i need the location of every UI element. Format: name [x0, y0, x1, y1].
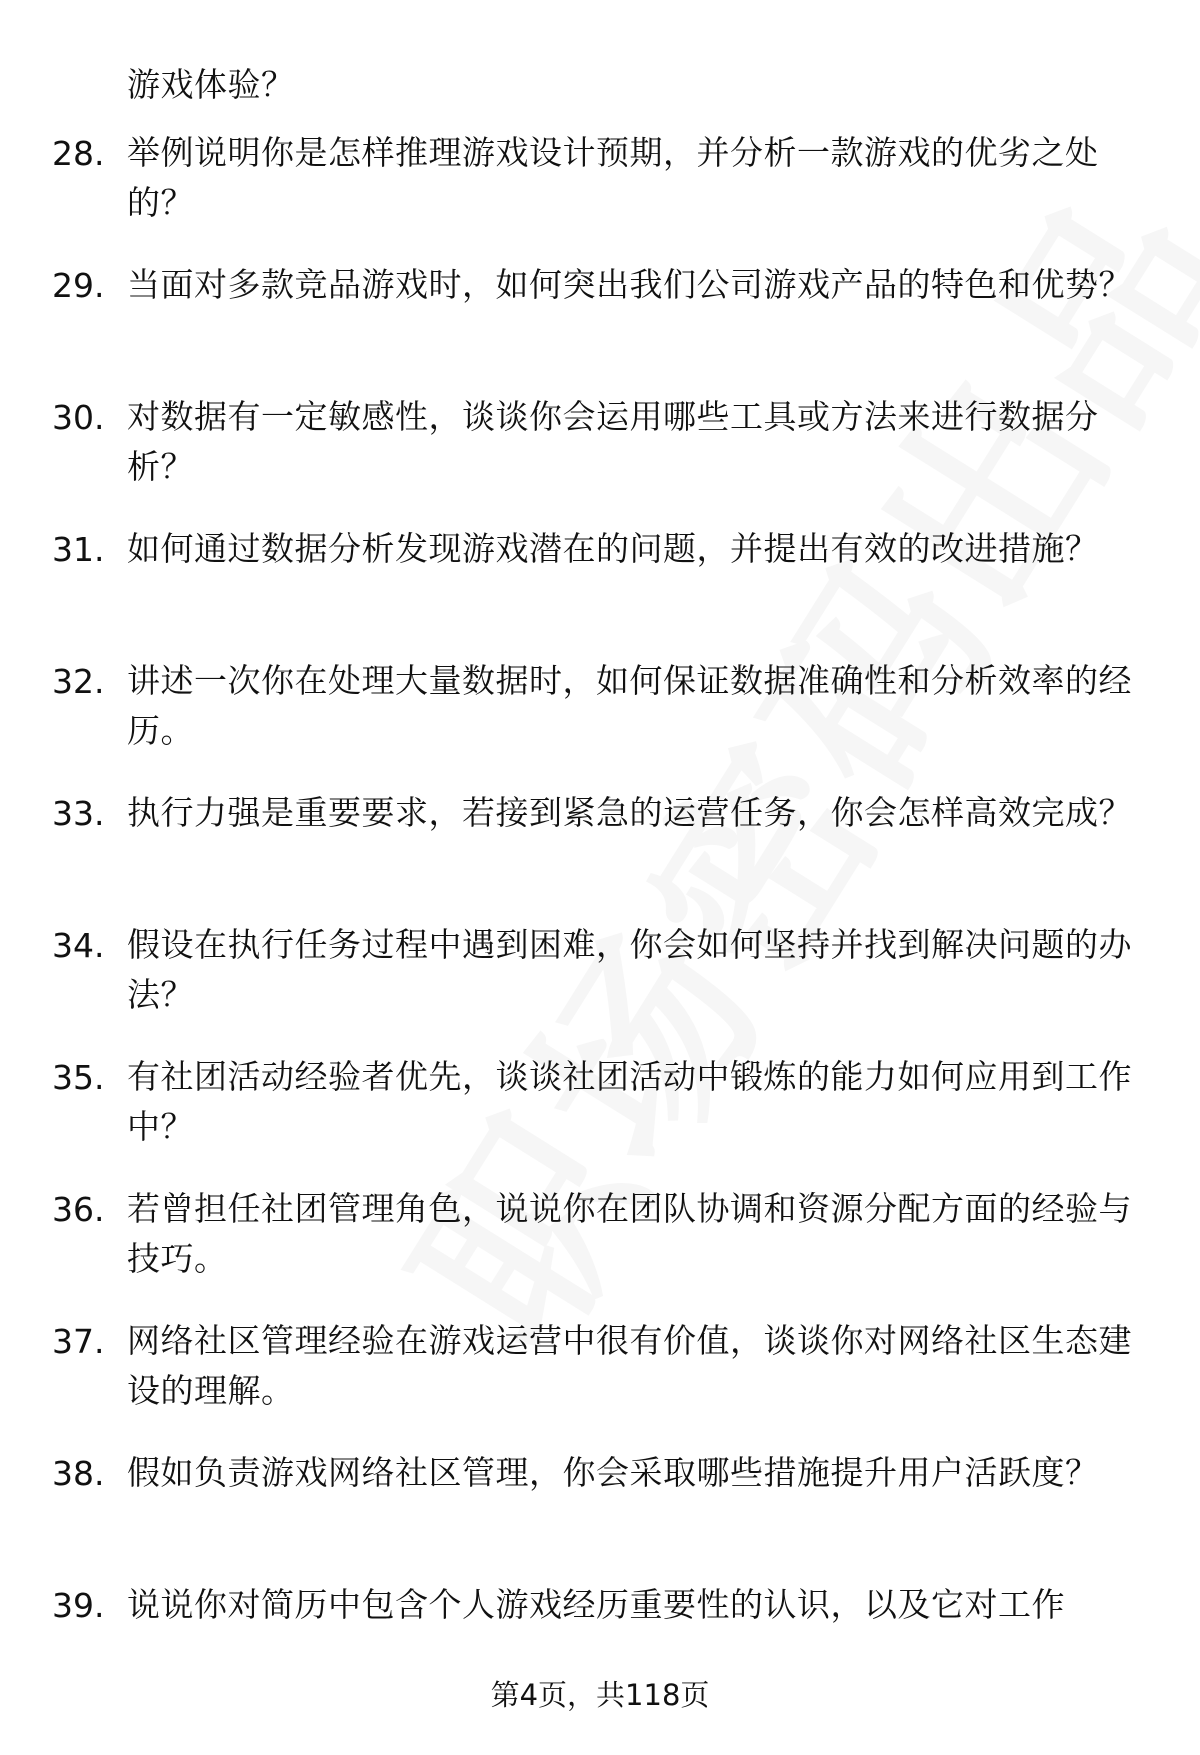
- question-number: 29.: [52, 266, 105, 305]
- question-text: 假如负责游戏网络社区管理，你会采取哪些措施提升用户活跃度？: [127, 1453, 1099, 1492]
- question-number: 35.: [52, 1058, 105, 1097]
- list-item: [0, 788, 1200, 920]
- question-number: 37.: [52, 1322, 105, 1361]
- question-list: [0, 60, 1200, 1712]
- question-number: 34.: [52, 926, 105, 965]
- question-number: 33.: [52, 794, 105, 833]
- question-text: 当面对多款竞品游戏时，如何突出我们公司游戏产品的特色和优势？: [127, 265, 1132, 304]
- question-text: 假设在执行任务过程中遇到困难，你会如何坚持并找到解决问题的办法？: [127, 925, 1132, 1014]
- continuation-text: 游戏体验？: [127, 65, 295, 104]
- question-text: 执行力强是重要要求，若接到紧急的运营任务，你会怎样高效完成？: [127, 793, 1132, 832]
- list-item: [0, 1448, 1200, 1580]
- list-item: [0, 1184, 1200, 1316]
- list-item: [0, 524, 1200, 656]
- question-text: 说说你对简历中包含个人游戏经历重要性的认识，以及它对工作: [127, 1585, 1065, 1624]
- question-text: 对数据有一定敏感性，谈谈你会运用哪些工具或方法来进行数据分析？: [127, 397, 1099, 486]
- question-text: 有社团活动经验者优先，谈谈社团活动中锻炼的能力如何应用到工作中？: [127, 1057, 1132, 1146]
- list-item: [0, 920, 1200, 1052]
- list-item: [0, 1052, 1200, 1184]
- question-text: 如何通过数据分析发现游戏潜在的问题，并提出有效的改进措施？: [127, 529, 1099, 568]
- question-number: 28.: [52, 134, 105, 173]
- list-item: [0, 260, 1200, 392]
- list-item: [0, 1316, 1200, 1448]
- question-number: 31.: [52, 530, 105, 569]
- question-number: 30.: [52, 398, 105, 437]
- question-number: 36.: [52, 1190, 105, 1229]
- page-footer: 第4页，共118页: [490, 1678, 710, 1712]
- question-text: 举例说明你是怎样推理游戏设计预期，并分析一款游戏的优劣之处的？: [127, 133, 1099, 222]
- question-text: 讲述一次你在处理大量数据时，如何保证数据准确性和分析效率的经历。: [127, 661, 1132, 750]
- list-item: [0, 392, 1200, 524]
- question-number: 39.: [52, 1586, 105, 1625]
- question-number: 38.: [52, 1454, 105, 1493]
- question-number: 32.: [52, 662, 105, 701]
- question-text: 若曾担任社团管理角色，说说你在团队协调和资源分配方面的经验与技巧。: [127, 1189, 1132, 1278]
- list-item: [0, 128, 1200, 260]
- list-item-continuation: [0, 60, 1200, 128]
- list-item: [0, 656, 1200, 788]
- question-text: 网络社区管理经验在游戏运营中很有价值，谈谈你对网络社区生态建设的理解。: [127, 1321, 1132, 1410]
